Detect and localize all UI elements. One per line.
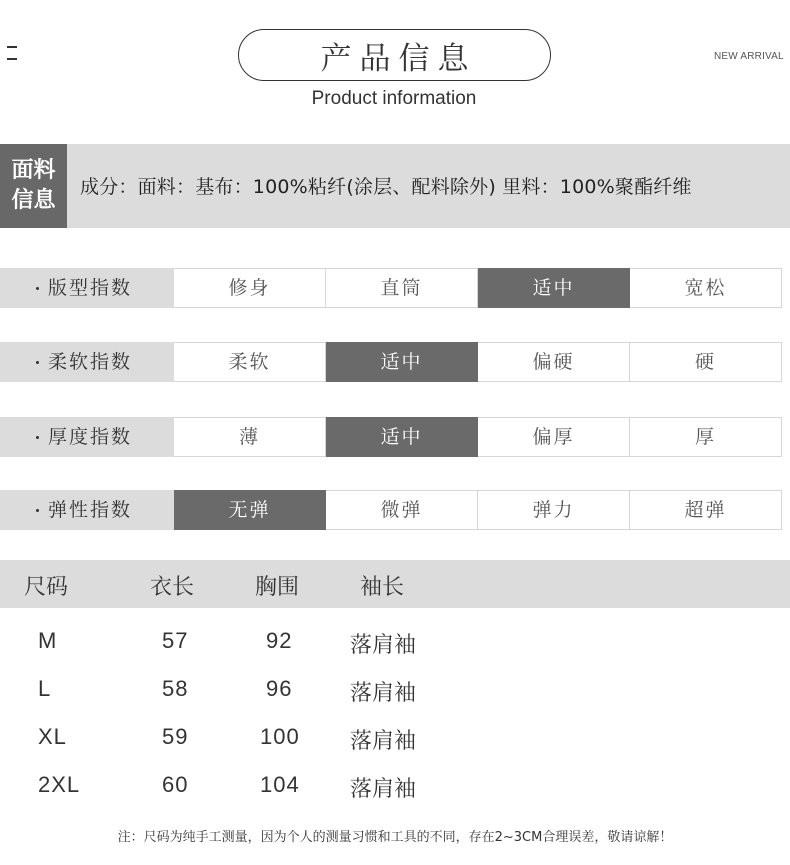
- new-arrival-badge: NEW ARRIVAL: [714, 51, 784, 62]
- index-option: 微弹: [326, 490, 478, 530]
- index-label: [0, 417, 174, 457]
- index-label-text: 柔软指数: [48, 351, 133, 373]
- size-header-sleeve: 袖长: [360, 575, 405, 600]
- index-label: [0, 490, 174, 530]
- index-option: 偏硬: [478, 342, 630, 382]
- length-cell: 57: [162, 628, 189, 653]
- length-cell: 60: [162, 772, 189, 797]
- index-option-selected: 无弹: [174, 490, 326, 530]
- size-header-chest: 胸围: [255, 575, 300, 600]
- index-option: 直筒: [326, 268, 478, 308]
- length-cell: 59: [162, 724, 189, 749]
- sleeve-cell: 落肩袖: [350, 729, 417, 754]
- index-option: 超弹: [630, 490, 782, 530]
- index-option: 弹力: [478, 490, 630, 530]
- size-cell: M: [38, 628, 58, 653]
- size-header-size: 尺码: [24, 575, 69, 600]
- softness-index-row: [0, 342, 772, 382]
- chest-cell: 104: [260, 772, 300, 797]
- index-option: 厚: [630, 417, 782, 457]
- index-option: 偏厚: [478, 417, 630, 457]
- index-option: 硬: [630, 342, 782, 382]
- chest-cell: 92: [266, 628, 293, 653]
- sleeve-cell: 落肩袖: [350, 777, 417, 802]
- index-option-selected: 适中: [326, 417, 478, 457]
- page-title: 产品信息: [238, 29, 551, 81]
- index-option: 修身: [174, 268, 326, 308]
- size-cell: 2XL: [38, 772, 81, 797]
- menu-mark-icon: [7, 46, 17, 62]
- size-cell: L: [38, 676, 52, 701]
- index-label-text: 版型指数: [48, 277, 133, 299]
- thickness-index-row: [0, 417, 772, 457]
- bullet-dot-icon: [36, 436, 39, 439]
- fabric-composition: 成分：面料：基布：100%粘纤(涂层、配料除外) 里料：100%聚酯纤维: [80, 176, 692, 198]
- fit-index-row: [0, 268, 772, 308]
- size-header-length: 衣长: [150, 575, 195, 600]
- bullet-dot-icon: [36, 361, 39, 364]
- length-cell: 58: [162, 676, 189, 701]
- fabric-info-label: [0, 144, 67, 228]
- chest-cell: 100: [260, 724, 300, 749]
- chest-cell: 96: [266, 676, 293, 701]
- sleeve-cell: 落肩袖: [350, 681, 417, 706]
- page-subtitle: Product information: [311, 88, 477, 109]
- fabric-label-line1: 面料: [11, 158, 56, 183]
- bullet-dot-icon: [36, 509, 39, 512]
- bullet-dot-icon: [36, 287, 39, 290]
- size-cell: XL: [38, 724, 67, 749]
- index-label-text: 弹性指数: [48, 499, 133, 521]
- index-option-selected: 适中: [478, 268, 630, 308]
- index-option-selected: 适中: [326, 342, 478, 382]
- sleeve-cell: 落肩袖: [350, 633, 417, 658]
- fabric-label-line2: 信息: [11, 188, 56, 213]
- index-label: [0, 342, 174, 382]
- index-label-text: 厚度指数: [48, 426, 133, 448]
- index-option: 薄: [174, 417, 326, 457]
- index-label: [0, 268, 174, 308]
- index-option: 柔软: [174, 342, 326, 382]
- elasticity-index-row: [0, 490, 772, 530]
- measurement-note: 注：尺码为纯手工测量，因为个人的测量习惯和工具的不同，存在2~3CM合理误差，敬请谅解！: [117, 830, 673, 845]
- index-option: 宽松: [630, 268, 782, 308]
